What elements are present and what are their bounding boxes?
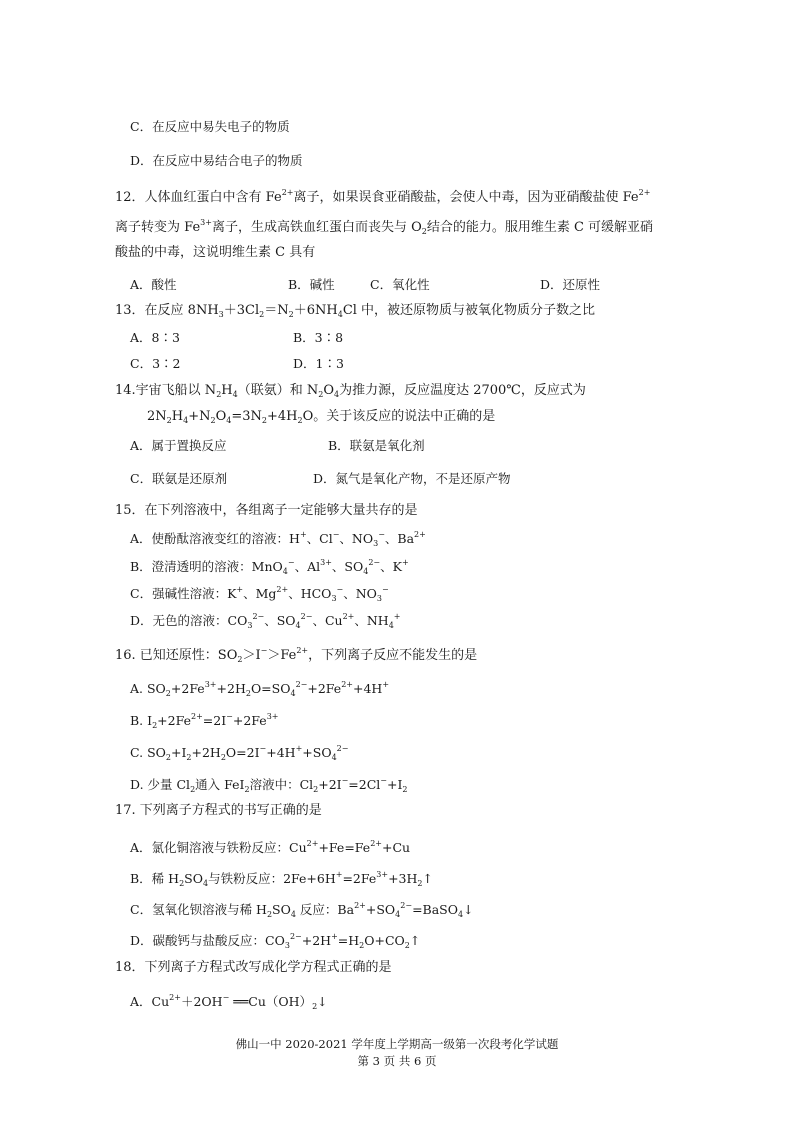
answer-option: C．在反应中易失电子的物质 <box>130 119 290 134</box>
question-text: 17. 下列离子方程式的书写正确的是 <box>115 803 322 818</box>
answer-option: C．联氨是还原剂 <box>130 471 228 486</box>
answer-option: A．氯化铜溶液与铁粉反应：$Cu^{2+}+Fe=Fe^{2+}+Cu$ <box>130 839 411 855</box>
answer-option: B．澄清透明的溶液：MnO$_4$−、$Al^{3+}$、$SO_4^{2-}$、K+ <box>130 558 409 576</box>
answer-option: B．3∶8 <box>293 330 344 345</box>
question-text: 16. 已知还原性：$SO_2>I^->Fe^{2+}$，下列离子反应不能发生的是 <box>115 646 478 664</box>
answer-option: B．碱性 <box>288 277 335 292</box>
question-text: 酸盐的中毒，这说明维生素 C 具有 <box>115 245 316 260</box>
answer-option: A．使酚酞溶液变红的溶液：H+、Cl−、$NO_3^-$、$Ba^{2+}$ <box>130 530 426 548</box>
footer-page-number: 第 3 页 共 6 页 <box>357 1054 437 1068</box>
answer-option: C．3∶2 <box>130 356 181 371</box>
question-text: 15．在下列溶液中，各组离子一定能够大量共存的是 <box>115 503 418 518</box>
answer-option: C．氢氧化钡溶液与稀 $H_2SO_4$ 反应：$Ba^{2+}+SO_4^{2-}=BaSO_4↓$ <box>130 901 474 919</box>
answer-option: A．$Cu^{2+}+2OH^-$ $══Cu(OH)_2↓$ <box>130 993 328 1011</box>
answer-option: C. $SO_2+I_2+2H_2O=2I^-+4H^++SO_4^{2-}$ <box>130 744 349 762</box>
answer-option: B．联氨是氧化剂 <box>328 438 425 453</box>
answer-option: D．1∶3 <box>293 356 344 371</box>
question-text: 离子转变为 $Fe^{3+}$离子，生成高铁血红蛋白而丧失与 $O_2$结合的能力。服用维生素 C 可缓解亚硝 <box>115 218 654 236</box>
answer-option: D．还原性 <box>540 277 601 292</box>
answer-option: A．属于置换反应 <box>130 438 227 453</box>
answer-option: C．氧化性 <box>370 277 430 292</box>
answer-option: B. $I_2+2Fe^{2+}=2I^-+2Fe^{3+}$ <box>130 712 279 730</box>
answer-option: D. 少量 $Cl_2$通入 FeI$_2$溶液中：$Cl_2+2I^-=2Cl^-+I_2$ <box>130 776 408 794</box>
answer-option: A．酸性 <box>130 277 177 292</box>
question-text: 18．下列离子方程式改写成化学方程式正确的是 <box>115 960 392 975</box>
answer-option: D．无色的溶液：$CO_3^{2-}$、$SO_4^{2-}$、$Cu^{2+}$、$NH_4^+$ <box>130 612 401 630</box>
answer-option: A．8∶3 <box>130 330 180 345</box>
question-text: 12．人体血红蛋白中含有 $Fe^{2+}$离子，如果误食亚硝酸盐，会使人中毒，因为亚硝酸盐使 $Fe^{2+}$ <box>115 188 651 205</box>
answer-option: B．稀 $H_2SO_4$与铁粉反应：$2Fe+6H^+=2Fe^{3+}+3H_2↑$ <box>130 870 433 888</box>
answer-option: D．碳酸钙与盐酸反应：$CO_3^{2-}+2H^+=H_2O+CO_2↑$ <box>130 932 421 950</box>
answer-option: D．氮气是氧化产物，不是还原产物 <box>313 471 511 486</box>
question-text: $2N_2H_4+N_2O_4=3N_2+4H_2O$。关于该反应的说法中正确的是 <box>147 409 496 425</box>
footer-title: 佛山一中 2020-2021 学年度上学期高一级第一次段考化学试题 <box>235 1037 559 1051</box>
question-text: 13．在反应 $8NH_3+3Cl_2=N_2+6NH_4Cl$ 中，被还原物质与被氧化物质分子数之比 <box>115 303 596 319</box>
answer-option: C．强碱性溶液：K+、$Mg^{2+}$、$HCO_3^-$、$NO_3^-$ <box>130 585 389 603</box>
answer-option: A. $SO_2+2Fe^{3+}+2H_2O=SO_4^{2-}+2Fe^{2+}+4H^+$ <box>130 680 390 698</box>
question-text: 14.宇宙飞船以 $N_2H_4$（联氨）和 $N_2O_4$为推力源，反应温度达 2700℃，反应式为 <box>115 383 586 399</box>
answer-option: D．在反应中易结合电子的物质 <box>130 153 303 168</box>
